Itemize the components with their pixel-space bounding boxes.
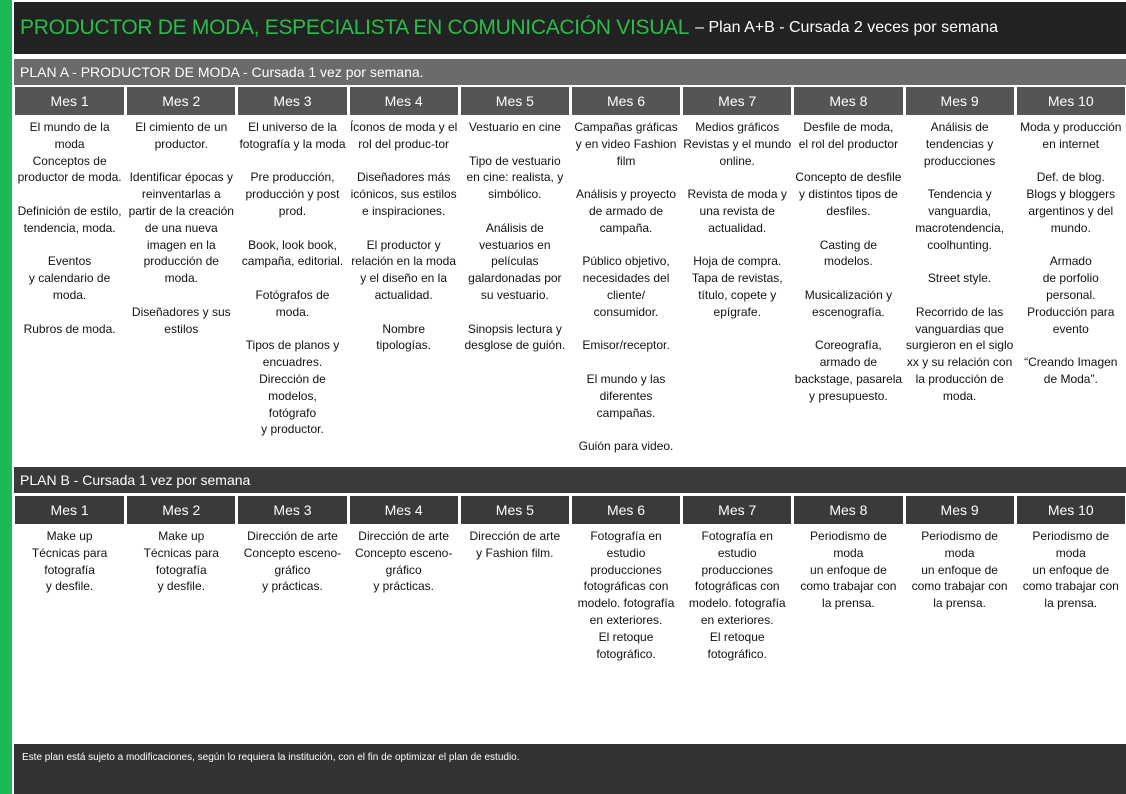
plan-b-month-1 bbox=[14, 496, 125, 662]
month-content: Make up Técnicas para fotografía y desfile. bbox=[143, 529, 219, 594]
month-content: Periodismo de moda un enfoque de como trabajar con la prensa. bbox=[1022, 529, 1119, 611]
plan-b-month-9 bbox=[904, 496, 1015, 662]
month-content: Periodismo de moda un enfoque de como trabajar con la prensa. bbox=[800, 529, 897, 611]
month-content: El universo de la fotografía y la moda Pre producción, producción y post prod. Book, look book, campaña, editorial. Fotógrafos de moda. Tipos de planos y encuadres. Dirección de modelos, fotógrafo y productor. bbox=[239, 120, 346, 437]
plan-a-month-1 bbox=[14, 87, 125, 455]
month-header: Mes 4 bbox=[350, 87, 458, 115]
month-header: Mes 10 bbox=[1017, 87, 1125, 115]
plan-a-month-2 bbox=[125, 87, 236, 455]
month-header: Mes 9 bbox=[906, 87, 1014, 115]
plan-a-month-3 bbox=[236, 87, 347, 455]
plan-b-month-4 bbox=[348, 496, 459, 662]
plan-a-month-9 bbox=[904, 87, 1015, 455]
month-content: Moda y producción en internet Def. de blog. Blogs y bloggers argentinos y del mundo. Armado de porfolio personal. Producción para evento “Creando Imagen de Moda”. bbox=[1020, 120, 1122, 386]
month-content: Análisis de tendencias y producciones Tendencia y vanguardia, macrotendencia, coolhunting. Street style. Recorrido de las vanguardias que surgieron en el siglo xx y su relación con la producción de moda. bbox=[905, 120, 1014, 403]
month-content: Dirección de arte Concepto esceno-gráfico y prácticas. bbox=[243, 529, 342, 594]
plan-b-month-6 bbox=[570, 496, 681, 662]
month-header: Mes 8 bbox=[794, 496, 902, 524]
plan-a-heading: PLAN A - PRODUCTOR DE MODA - Cursada 1 vez por semana. bbox=[14, 59, 1126, 85]
month-header: Mes 7 bbox=[683, 87, 791, 115]
month-content: Íconos de moda y el rol del produc-tor Diseñadores más icónicos, sus estilos e inspiraciones. El productor y relación en la moda y el diseño en la actualidad. Nombre tipologías. bbox=[349, 120, 458, 353]
month-header: Mes 5 bbox=[461, 87, 569, 115]
month-header: Mes 9 bbox=[906, 496, 1014, 524]
month-content: Fotografía en estudio producciones fotográficas con modelo. fotografía en exteriores. El retoque fotográfico. bbox=[577, 529, 675, 661]
month-header: Mes 3 bbox=[238, 87, 346, 115]
month-header: Mes 2 bbox=[127, 496, 235, 524]
month-content: El mundo de la moda Conceptos de productor de moda. Definición de estilo, tendencia, moda. Eventos y calendario de moda. Rubros de moda. bbox=[17, 120, 122, 336]
title-bar bbox=[14, 2, 1126, 54]
footer-note: Este plan está sujeto a modificaciones, según lo requiera la institución, con el fin de optimizar el plan de estudio. bbox=[14, 744, 1126, 794]
plan-a-month-8 bbox=[792, 87, 903, 455]
month-header: Mes 4 bbox=[350, 496, 458, 524]
month-header: Mes 7 bbox=[683, 496, 791, 524]
month-header: Mes 8 bbox=[794, 87, 902, 115]
plan-a-months bbox=[14, 87, 1126, 455]
month-content: Make up Técnicas para fotografía y desfile. bbox=[31, 529, 108, 594]
page-title: PRODUCTOR DE MODA, ESPECIALISTA EN COMUNICACIÓN VISUAL bbox=[20, 16, 690, 39]
month-content: Dirección de arte y Fashion film. bbox=[469, 529, 561, 560]
plan-b-month-2 bbox=[125, 496, 236, 662]
month-header: Mes 6 bbox=[572, 87, 680, 115]
month-content: Fotografía en estudio producciones fotográficas con modelo. fotografía en exteriores. El retoque fotográfico. bbox=[688, 529, 786, 661]
plan-b-months bbox=[14, 496, 1126, 662]
plan-b-month-8 bbox=[792, 496, 903, 662]
side-accent-bar bbox=[0, 0, 12, 794]
plan-b-month-5 bbox=[459, 496, 570, 662]
month-content: Campañas gráficas y en video Fashion film Análisis y proyecto de armado de campaña. Público objetivo, necesidades del cliente/ consumidor. Emisor/receptor. El mundo y las diferentes campañas. Guión para video. bbox=[574, 120, 678, 454]
month-content: Vestuario en cine Tipo de vestuario en cine: realista, y simbólico. Análisis de vestuarios en películas galardonadas por su vestuario. Sinopsis lectura y desglose de guión. bbox=[464, 120, 566, 353]
plan-b-month-3 bbox=[236, 496, 347, 662]
month-header: Mes 1 bbox=[15, 496, 124, 524]
month-content: Dirección de arte Concepto esceno-gráfico y prácticas. bbox=[354, 529, 453, 594]
month-header: Mes 1 bbox=[15, 87, 124, 115]
month-content: Periodismo de moda un enfoque de como trabajar con la prensa. bbox=[911, 529, 1008, 611]
plan-b-heading: PLAN B - Cursada 1 vez por semana bbox=[14, 467, 1126, 493]
month-content: El cimiento de un productor. Identificar épocas y reinventarlas a partir de la creación de una nueva imagen en la producción de moda. Diseñadores y sus estilos bbox=[128, 120, 234, 336]
plan-a-month-6 bbox=[570, 87, 681, 455]
plan-b-month-10 bbox=[1015, 496, 1126, 662]
month-header: Mes 2 bbox=[127, 87, 235, 115]
page-subtitle: – Plan A+B - Cursada 2 veces por semana bbox=[695, 19, 998, 36]
month-content: Medios gráficos Revistas y el mundo online. Revista de moda y una revista de actualidad. Hoja de compra. Tapa de revistas, título, copete y epígrafe. bbox=[683, 120, 792, 319]
plan-b-month-7 bbox=[681, 496, 792, 662]
month-header: Mes 10 bbox=[1017, 496, 1125, 524]
plan-a-month-4 bbox=[348, 87, 459, 455]
plan-a-month-5 bbox=[459, 87, 570, 455]
month-header: Mes 3 bbox=[238, 496, 346, 524]
plan-a-month-10 bbox=[1015, 87, 1126, 455]
month-content: Desfile de moda, el rol del productor Concepto de desfile y distintos tipos de desfiles. Casting de modelos. Musicalización y escenografía. Coreografía, armado de backstage, pasarela y presupuesto. bbox=[794, 120, 903, 403]
plan-a-month-7 bbox=[681, 87, 792, 455]
month-header: Mes 6 bbox=[572, 496, 680, 524]
month-header: Mes 5 bbox=[461, 496, 569, 524]
